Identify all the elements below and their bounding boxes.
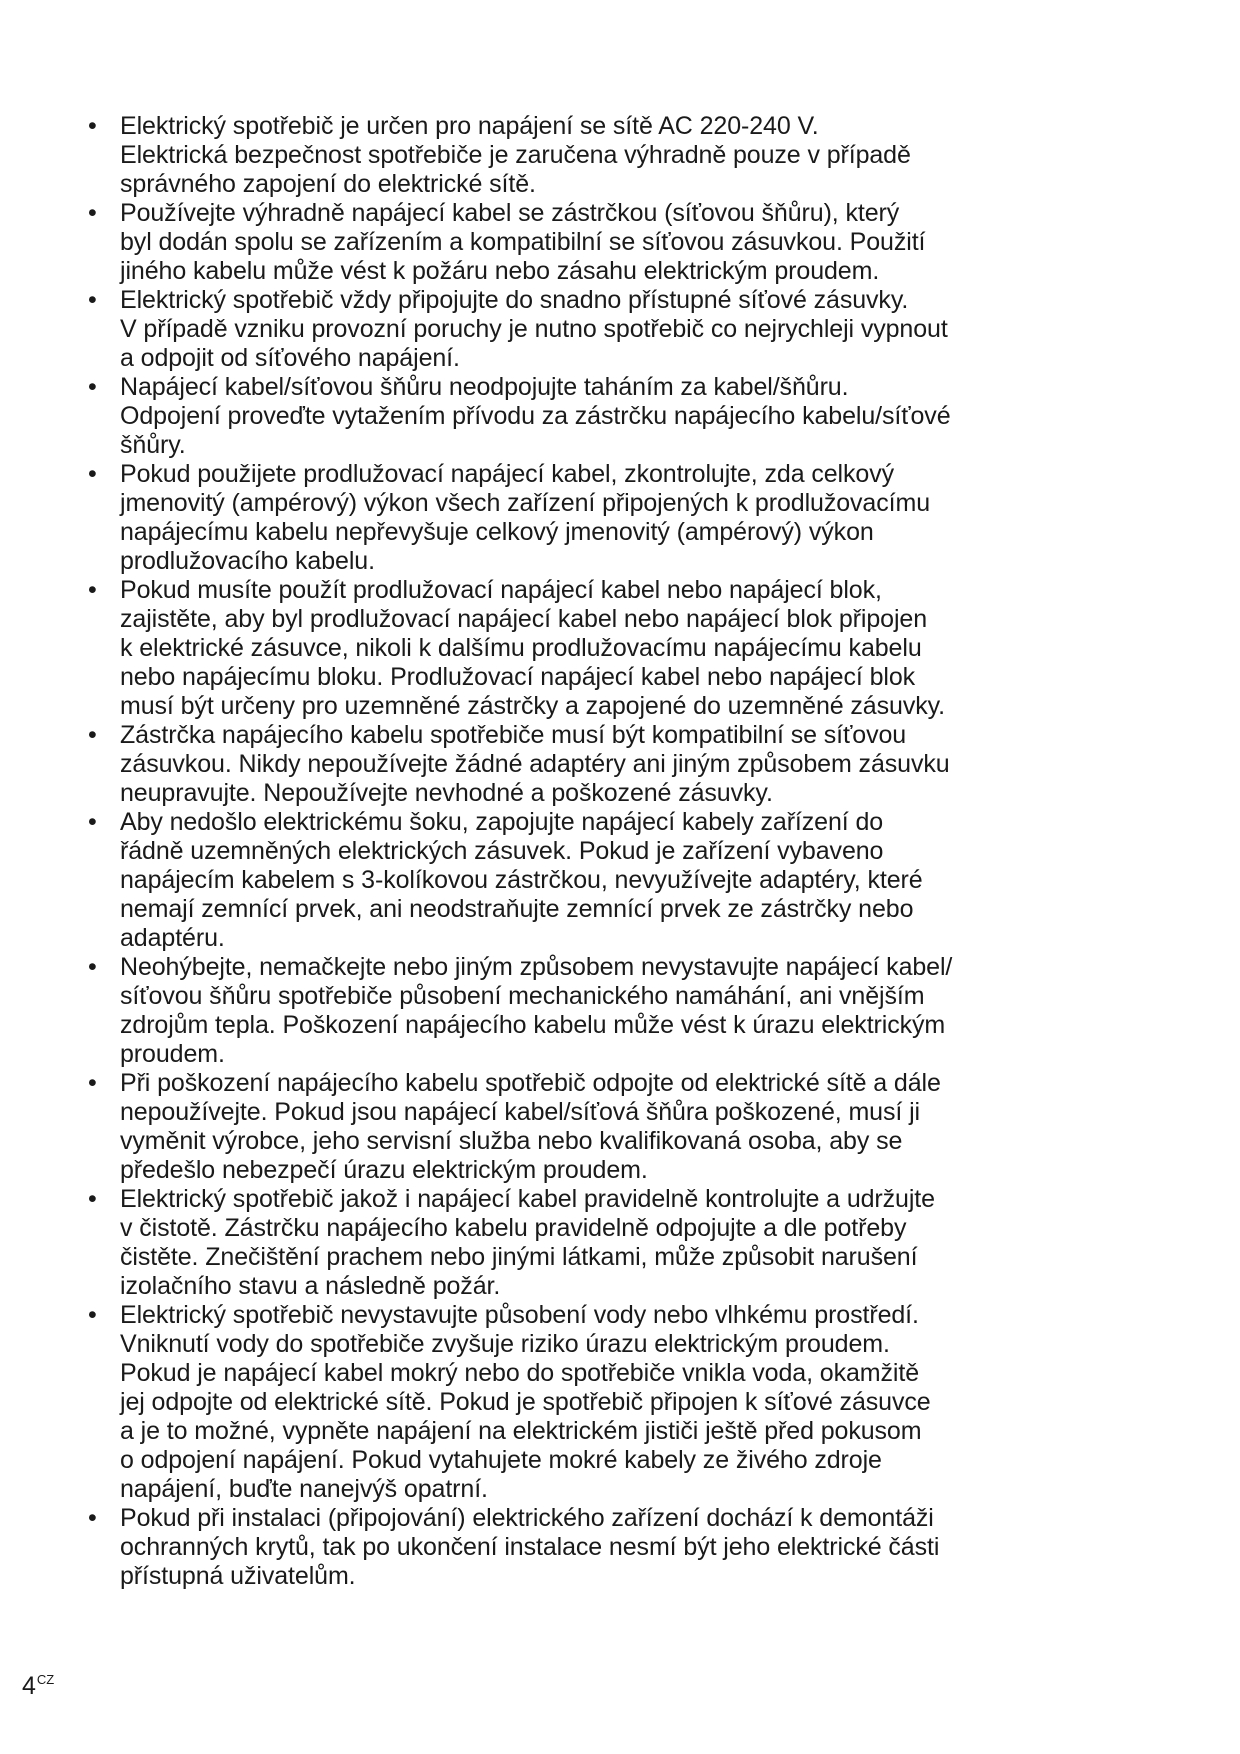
list-item-text-line: prodlužovacího kabelu. [120, 547, 375, 575]
list-item-text-line: byl dodán spolu se zařízením a kompatibilní se síťovou zásuvkou. Použití [120, 228, 926, 256]
list-item-text-line: Pokud je napájecí kabel mokrý nebo do spotřebiče vnikla voda, okamžitě [120, 1359, 920, 1387]
list-item [88, 576, 1148, 721]
list-item-text-line: nemají zemnící prvek, ani neodstraňujte zemnící prvek ze zástrčky nebo [120, 895, 914, 923]
list-item-text-line: ochranných krytů, tak po ukončení instalace nesmí být jeho elektrické části [120, 1533, 940, 1561]
list-item-text-line: předešlo nebezpečí úrazu elektrickým proudem. [120, 1156, 648, 1184]
list-item-text-line: síťovou šňůru spotřebiče působení mechanického namáhání, ani vnějším [120, 982, 925, 1010]
bullet-marker: • [88, 112, 97, 140]
page-number-value: 4 [22, 1672, 36, 1700]
list-item-text-line: Používejte výhradně napájecí kabel se zástrčkou (síťovou šňůru), který [120, 199, 900, 227]
bullet-marker: • [88, 808, 97, 836]
bullet-marker: • [88, 576, 97, 604]
list-item-text-line: a odpojit od síťového napájení. [120, 344, 460, 372]
bullet-marker: • [88, 1504, 97, 1532]
list-item-text-line: Vniknutí vody do spotřebiče zvyšuje riziko úrazu elektrickým proudem. [120, 1330, 890, 1358]
list-item-text-line: zajistěte, aby byl prodlužovací napájecí kabel nebo napájecí blok připojen [120, 605, 928, 633]
list-item-text-line: a je to možné, vypněte napájení na elektrickém jističi ještě před pokusom [120, 1417, 922, 1445]
list-item-text-line: zdrojům tepla. Poškození napájecího kabelu může vést k úrazu elektrickým [120, 1011, 946, 1039]
list-item-text-line: izolačního stavu a následně požár. [120, 1272, 501, 1300]
list-item-text-line: napájecím kabelem s 3-kolíkovou zástrčkou, nevyužívejte adaptéry, které [120, 866, 923, 894]
bullet-marker: • [88, 286, 97, 314]
list-item-text-line: k elektrické zásuvce, nikoli k dalšímu prodlužovacímu napájecímu kabelu [120, 634, 922, 662]
bullet-marker: • [88, 460, 97, 488]
list-item-text-line: adaptéru. [120, 924, 225, 952]
list-item-text-line: Elektrický spotřebič je určen pro napájení se sítě AC 220-240 V. [120, 112, 819, 140]
list-item-text-line: Elektrický spotřebič jakož i napájecí kabel pravidelně kontrolujte a udržujte [120, 1185, 935, 1213]
safety-instructions-list [88, 112, 1148, 1591]
list-item-text-line: musí být určeny pro uzemněné zástrčky a zapojené do uzemněné zásuvky. [120, 692, 946, 720]
list-item-text-line: neupravujte. Nepoužívejte nevhodné a poškozené zásuvky. [120, 779, 773, 807]
list-item-text-line: nepoužívejte. Pokud jsou napájecí kabel/síťová šňůra poškozené, musí ji [120, 1098, 920, 1126]
bullet-marker: • [88, 721, 97, 749]
list-item-text-line: čistěte. Znečištění prachem nebo jinými látkami, může způsobit narušení [120, 1243, 918, 1271]
bullet-marker: • [88, 1301, 97, 1329]
list-item-text-line: Napájecí kabel/síťovou šňůru neodpojujte taháním za kabel/šňůru. [120, 373, 849, 401]
page-number [22, 1665, 54, 1701]
list-item [88, 1504, 1148, 1591]
list-item-text-line: v čistotě. Zástrčku napájecího kabelu pravidelně odpojujte a dle potřeby [120, 1214, 907, 1242]
list-item-text-line: Pokud musíte použít prodlužovací napájecí kabel nebo napájecí blok, [120, 576, 882, 604]
bullet-marker: • [88, 953, 97, 981]
list-item-text-line: napájení, buďte nanejvýš opatrní. [120, 1475, 488, 1503]
list-item-text-line: Elektrický spotřebič vždy připojujte do snadno přístupné síťové zásuvky. [120, 286, 909, 314]
list-item [88, 808, 1148, 953]
list-item-text-line: zásuvkou. Nikdy nepoužívejte žádné adaptéry ani jiným způsobem zásuvku [120, 750, 950, 778]
list-item-text-line: proudem. [120, 1040, 225, 1068]
list-item-text-line: o odpojení napájení. Pokud vytahujete mokré kabely ze živého zdroje [120, 1446, 882, 1474]
list-item-text-line: vyměnit výrobce, jeho servisní služba nebo kvalifikovaná osoba, aby se [120, 1127, 903, 1155]
list-item-text-line: Odpojení proveďte vytažením přívodu za zástrčku napájecího kabelu/síťové [120, 402, 951, 430]
list-item-text-line: nebo napájecímu bloku. Prodlužovací napájecí kabel nebo napájecí blok [120, 663, 916, 691]
list-item-text-line: Elektrický spotřebič nevystavujte působení vody nebo vlhkému prostředí. [120, 1301, 919, 1329]
bullet-marker: • [88, 1069, 97, 1097]
list-item-text-line: přístupná uživatelům. [120, 1562, 356, 1590]
list-item-text-line: Neohýbejte, nemačkejte nebo jiným způsobem nevystavujte napájecí kabel/ [120, 953, 953, 981]
bullet-marker: • [88, 1185, 97, 1213]
list-item-text-line: jmenovitý (ampérový) výkon všech zařízení připojených k prodlužovacímu [120, 489, 931, 517]
list-item-text-line: jiného kabelu může vést k požáru nebo zásahu elektrickým proudem. [120, 257, 880, 285]
list-item-text-line: správného zapojení do elektrické sítě. [120, 170, 536, 198]
list-item [88, 112, 1148, 199]
list-item [88, 721, 1148, 808]
list-item-text-line: řádně uzemněných elektrických zásuvek. Pokud je zařízení vybaveno [120, 837, 884, 865]
list-item-text-line: V případě vzniku provozní poruchy je nutno spotřebič co nejrychleji vypnout [120, 315, 948, 343]
list-item [88, 1301, 1148, 1504]
list-item [88, 1185, 1148, 1301]
bullet-marker: • [88, 373, 97, 401]
list-item [88, 953, 1148, 1069]
list-item [88, 373, 1148, 460]
list-item-text-line: Zástrčka napájecího kabelu spotřebiče musí být kompatibilní se síťovou [120, 721, 907, 749]
list-item [88, 199, 1148, 286]
list-item [88, 1069, 1148, 1185]
list-item-text-line: Aby nedošlo elektrickému šoku, zapojujte napájecí kabely zařízení do [120, 808, 884, 836]
language-code: CZ [36, 1672, 55, 1687]
list-item-text-line: Při poškození napájecího kabelu spotřebič odpojte od elektrické sítě a dále [120, 1069, 941, 1097]
list-item [88, 460, 1148, 576]
list-item-text-line: Pokud použijete prodlužovací napájecí kabel, zkontrolujte, zda celkový [120, 460, 895, 488]
list-item-text-line: napájecímu kabelu nepřevyšuje celkový jmenovitý (ampérový) výkon [120, 518, 874, 546]
list-item [88, 286, 1148, 373]
list-item-text-line: jej odpojte od elektrické sítě. Pokud je spotřebič připojen k síťové zásuvce [120, 1388, 931, 1416]
list-item-text-line: Pokud při instalaci (připojování) elektrického zařízení dochází k demontáži [120, 1504, 934, 1532]
list-item-text-line: Elektrická bezpečnost spotřebiče je zaručena výhradně pouze v případě [120, 141, 911, 169]
bullet-marker: • [88, 199, 97, 227]
list-item-text-line: šňůry. [120, 431, 186, 459]
